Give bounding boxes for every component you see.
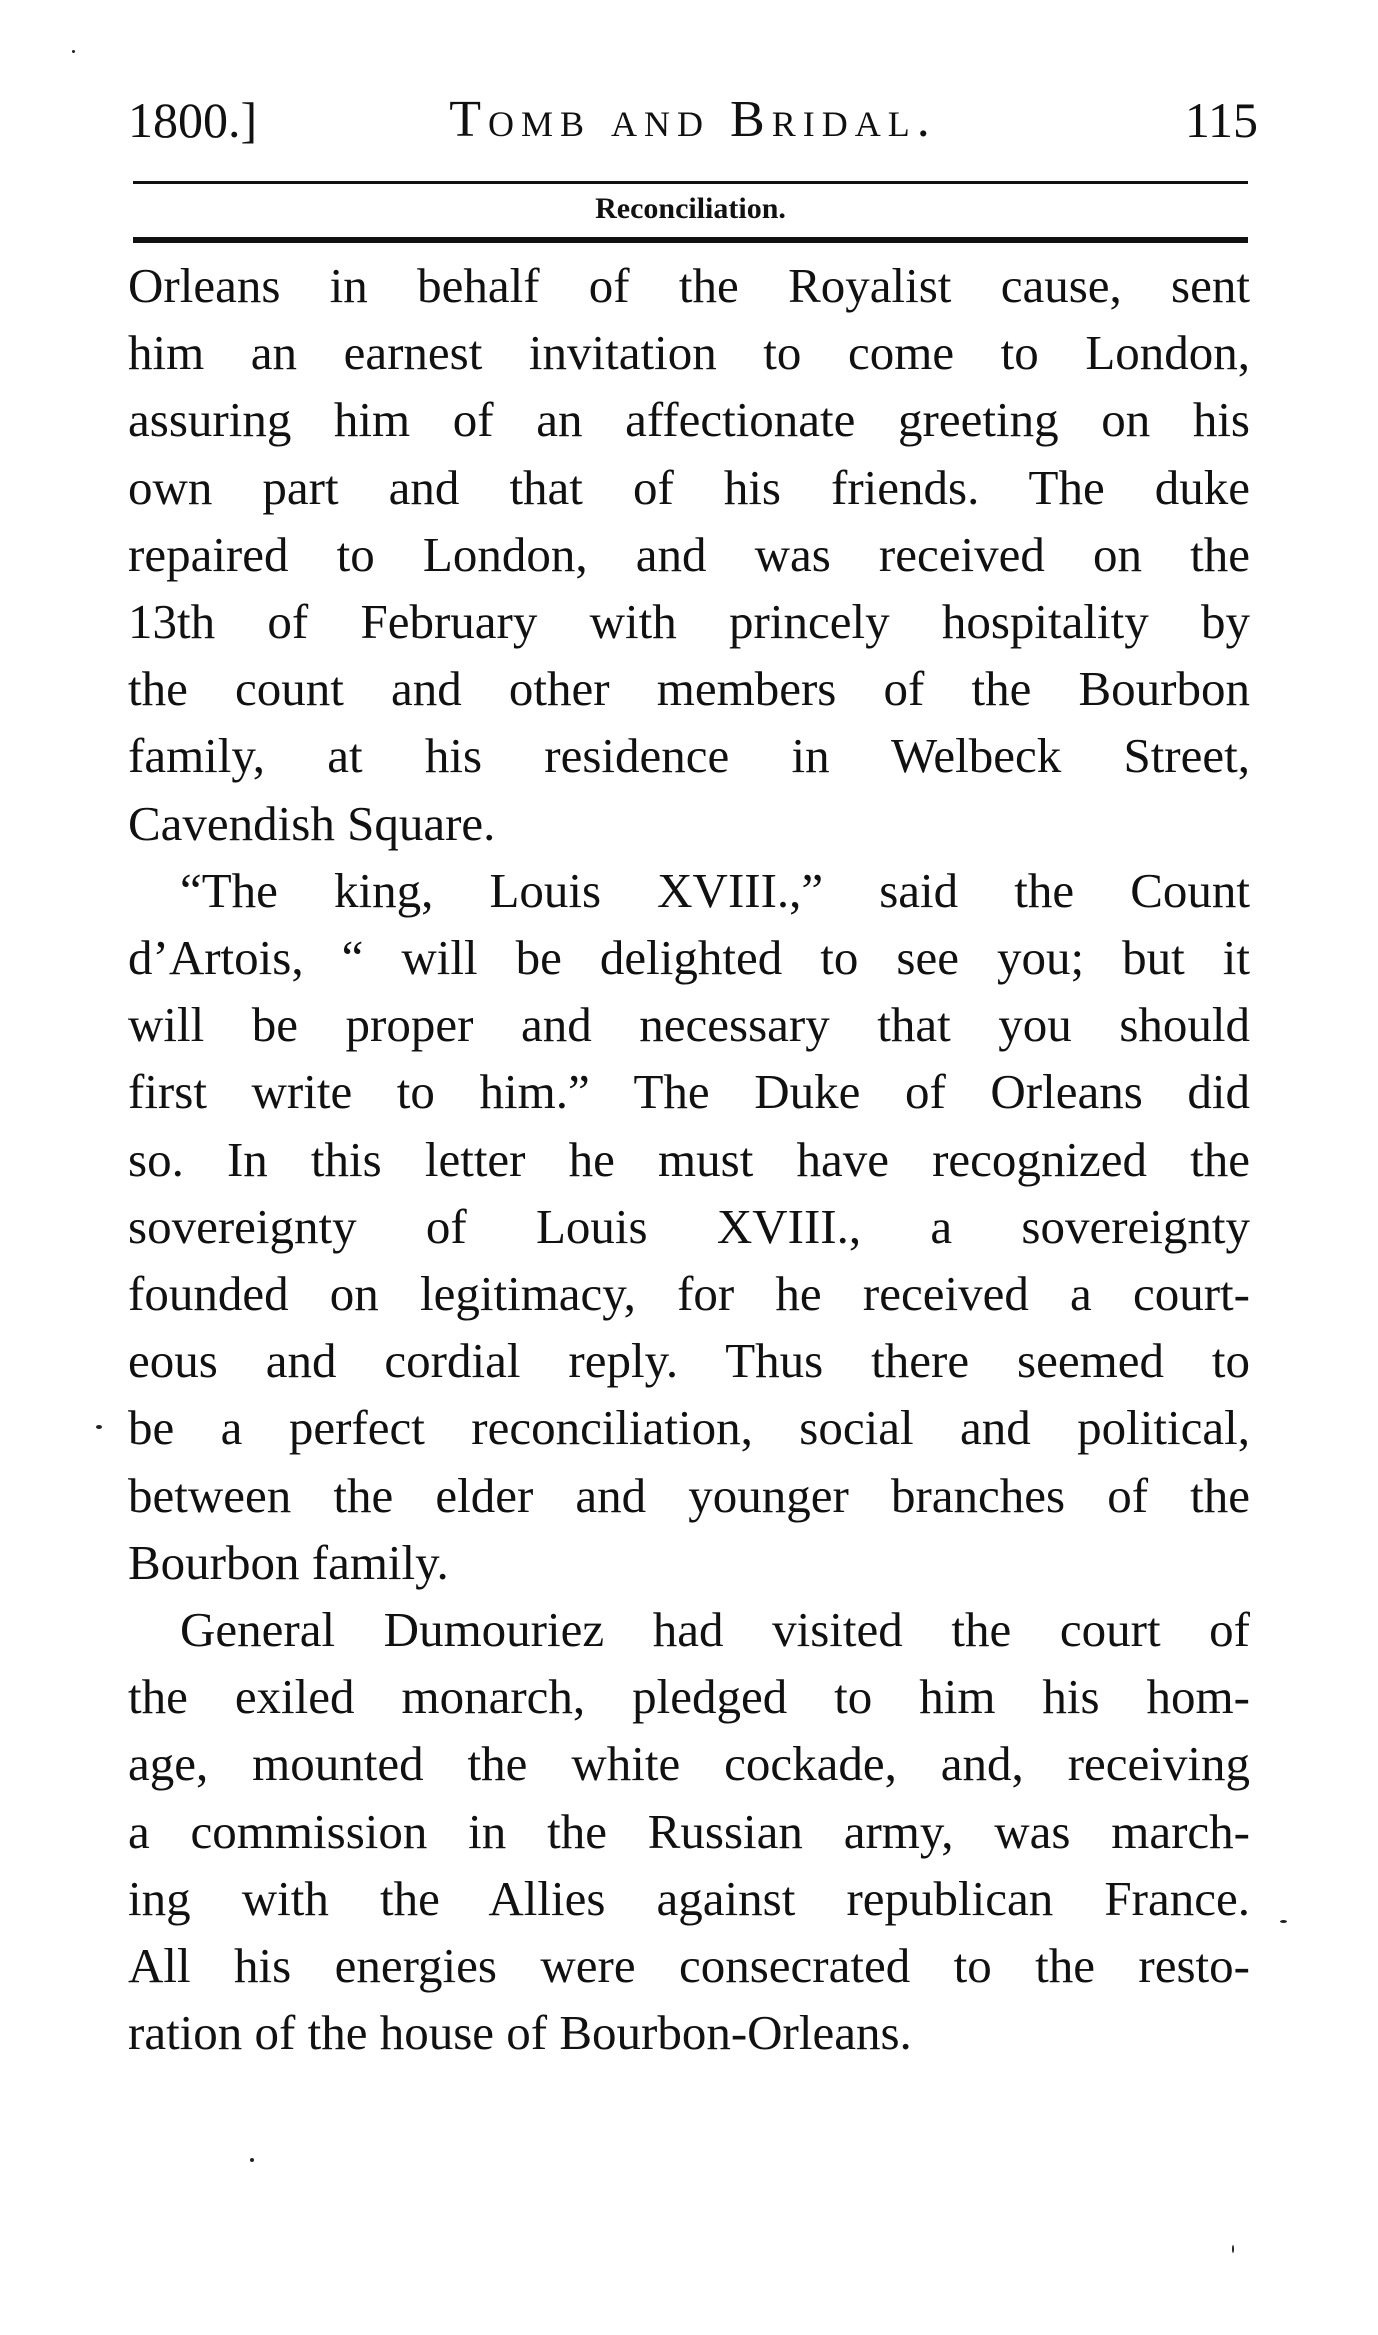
text-line: will be proper and necessary that you should — [128, 997, 1250, 1053]
paragraph-3 — [128, 1596, 1250, 2066]
text-line: so. In this letter he must have recognized the — [128, 1131, 1250, 1187]
running-head-year: 1800.] — [128, 92, 258, 148]
scan-speck — [96, 1425, 102, 1429]
text-line: eous and cordial reply. Thus there seemed to — [128, 1333, 1250, 1389]
text-line: Cavendish Square. — [128, 795, 496, 851]
scan-speck — [1232, 2245, 1234, 2253]
text-line: 13th of February with princely hospitality by — [128, 594, 1250, 650]
text-line: founded on legitimacy, for he received a court- — [128, 1266, 1250, 1322]
page-number: 115 — [1184, 92, 1258, 148]
text-line: own part and that of his friends. The duke — [128, 459, 1250, 515]
text-line: be a perfect reconciliation, social and political, — [128, 1400, 1250, 1456]
text-line: a commission in the Russian army, was march- — [128, 1803, 1250, 1859]
body-text — [128, 252, 1250, 2066]
text-line: “The king, Louis XVIII.,” said the Count — [180, 862, 1250, 918]
text-line: assuring him of an affectionate greeting on his — [128, 392, 1250, 448]
running-head — [128, 80, 1258, 160]
text-line: ration of the house of Bourbon-Orleans. — [128, 2005, 912, 2061]
scan-speck — [1280, 1920, 1287, 1923]
text-line: the exiled monarch, pledged to him his hom- — [128, 1669, 1250, 1725]
text-line: d’Artois, “ will be delighted to see you; but it — [128, 930, 1250, 986]
text-line: sovereignty of Louis XVIII., a sovereignty — [128, 1198, 1250, 1254]
text-line: General Dumouriez had visited the court of — [180, 1602, 1250, 1658]
header-rule-bottom — [133, 237, 1248, 243]
running-head-title: Tomb and Bridal. — [449, 91, 937, 148]
scan-speck — [250, 2158, 254, 2162]
text-line: age, mounted the white cockade, and, receiving — [128, 1736, 1250, 1792]
paragraph-2 — [128, 857, 1250, 1596]
text-line: first write to him.” The Duke of Orleans did — [128, 1064, 1250, 1120]
scan-speck — [72, 50, 75, 53]
text-line: Bourbon family. — [128, 1534, 449, 1590]
text-line: All his energies were consecrated to the resto- — [128, 1938, 1250, 1994]
text-line: between the elder and younger branches of the — [128, 1467, 1250, 1523]
text-line: family, at his residence in Welbeck Street, — [128, 728, 1250, 784]
text-line: ing with the Allies against republican France. — [128, 1870, 1250, 1926]
text-line: Orleans in behalf of the Royalist cause, sent — [128, 258, 1250, 313]
header-rule-top — [133, 181, 1248, 184]
paragraph-1 — [128, 252, 1250, 857]
text-line: him an earnest invitation to come to London, — [128, 325, 1250, 381]
text-line: the count and other members of the Bourbon — [128, 661, 1250, 717]
text-line: repaired to London, and was received on the — [128, 526, 1250, 582]
section-title: Reconciliation. — [595, 192, 786, 225]
